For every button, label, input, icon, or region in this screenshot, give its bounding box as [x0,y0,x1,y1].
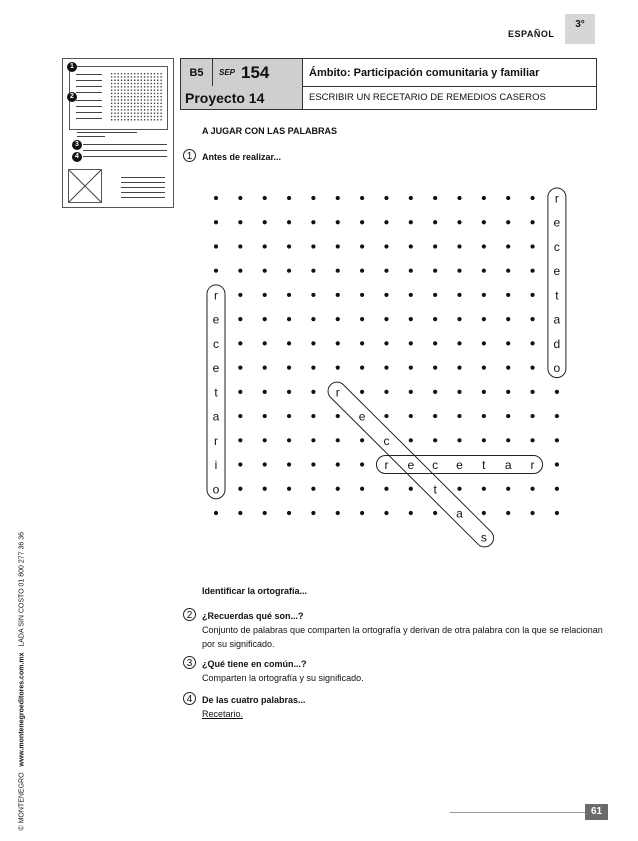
grid-dot [336,317,340,321]
grid-dot [457,244,461,248]
grid-dot [311,414,315,418]
puzzle-letter: e [456,458,463,473]
sep-label: SEP [219,68,236,77]
grid-dot [238,317,242,321]
grid-dot [530,438,534,442]
puzzle-letter: a [212,409,220,424]
grid-dot [238,341,242,345]
grid-dot [287,438,291,442]
puzzle-letter: t [482,458,486,473]
grid-dot [457,366,461,370]
grid-dot [482,220,486,224]
puzzle-letter: r [384,458,389,473]
grid-dot [238,366,242,370]
grid-dot [311,462,315,466]
puzzle-letter: i [214,458,218,473]
grid-dot [506,438,510,442]
grid-dot [263,269,267,273]
grid-dot [457,487,461,491]
block-label: B5 [181,59,213,86]
grid-dot [263,462,267,466]
grid-dot [409,341,413,345]
grid-dot [555,414,559,418]
grid-dot [482,341,486,345]
grid-dot [409,438,413,442]
grid-dot [457,341,461,345]
grid-dot [263,511,267,515]
grid-dot [506,196,510,200]
grid-dot [214,244,218,248]
grid-dot [506,511,510,515]
grid-dot [287,462,291,466]
grid-dot [336,366,340,370]
grid-dot [287,487,291,491]
grid-dot [238,462,242,466]
grid-dot [360,196,364,200]
grid-dot [482,269,486,273]
puzzle-letter: e [407,458,415,473]
grid-dot [238,269,242,273]
grid-dot [530,317,534,321]
grid-dot [409,414,413,418]
puzzle-letter: c [383,433,390,448]
grid-dot [457,414,461,418]
grid-dot [482,196,486,200]
grid-dot [555,438,559,442]
puzzle-letter: a [456,506,463,521]
grid-dot [506,317,510,321]
grid-dot [311,511,315,515]
grid-dot [311,196,315,200]
grid-dot [506,341,510,345]
grid-dot [482,293,486,297]
grid-dot [238,390,242,394]
identify-heading: Identificar la ortografía... [202,586,308,596]
grid-dot [482,244,486,248]
grid-dot [433,414,437,418]
grid-dot [263,438,267,442]
grid-dot [384,220,388,224]
grid-dot [409,390,413,394]
grid-dot [311,269,315,273]
grid-dot [482,487,486,491]
grid-dot [555,511,559,515]
thumbnail-marker-3: 3 [72,140,82,150]
puzzle-letter: o [212,482,220,497]
grid-dot [263,341,267,345]
grid-dot [433,317,437,321]
puzzle-letter: r [335,385,340,400]
ambito-label: Ámbito: Participación comunitaria y familiar [309,66,540,79]
grid-dot [360,390,364,394]
grid-dot [311,244,315,248]
grid-dot [336,414,340,418]
grid-dot [360,293,364,297]
grid-dot [409,220,413,224]
puzzle-letter: a [553,312,561,327]
grid-dot [287,511,291,515]
puzzle-letter: c [213,336,219,351]
question-number: 4 [183,692,196,705]
grid-dot [263,487,267,491]
grid-dot [433,511,437,515]
grid-dot [457,438,461,442]
grid-dot [506,366,510,370]
section-title: A JUGAR CON LAS PALABRAS [202,126,338,136]
grid-dot [506,244,510,248]
puzzle-letter: d [553,336,561,351]
grid-dot [336,269,340,273]
grid-dot [311,293,315,297]
question-number: 3 [183,656,196,669]
grid-dot [530,511,534,515]
grid-dot [336,244,340,248]
grid-dot [238,511,242,515]
footer-rule [450,812,585,813]
puzzle-letter: o [553,361,561,376]
grid-dot [506,269,510,273]
question-answer: Comparten la ortografía y su significado. [202,673,364,683]
grid-dot [530,293,534,297]
grid-dot [238,244,242,248]
grid-dot [336,462,340,466]
grid-dot [360,317,364,321]
grid-dot [433,390,437,394]
question-number: 1 [183,149,196,162]
grid-dot [384,341,388,345]
puzzle-letter: e [553,264,561,279]
grid-dot [336,487,340,491]
thumbnail-marker-4: 4 [72,152,82,162]
grid-dot [384,487,388,491]
thumbnail-marker-2: 2 [67,92,77,102]
grid-dot [482,317,486,321]
question-title: ¿Recuerdas qué son...? [202,611,304,621]
question-title: ¿Qué tiene en común...? [202,659,307,669]
grid-dot [409,511,413,515]
grid-dot [263,220,267,224]
grid-dot [457,390,461,394]
grid-dot [311,366,315,370]
grid-dot [336,511,340,515]
grid-dot [311,341,315,345]
subject-label: ESPAÑOL [508,29,555,39]
grid-dot [360,341,364,345]
grid-dot [433,366,437,370]
grid-dot [506,293,510,297]
grid-dot [311,487,315,491]
puzzle-letter: e [212,361,220,376]
grid-dot [433,220,437,224]
puzzle-letter: r [214,288,218,303]
grid-dot [482,366,486,370]
grid-dot [409,269,413,273]
question-number: 2 [183,608,196,621]
grid-dot [482,438,486,442]
grid-dot [482,414,486,418]
grid-dot [360,438,364,442]
question-title: Antes de realizar... [202,152,282,162]
grid-dot [433,196,437,200]
grid-dot [238,293,242,297]
grid-dot [287,196,291,200]
grid-dot [530,366,534,370]
grid-dot [238,220,242,224]
grid-dot [360,366,364,370]
grid-dot [238,196,242,200]
question-answer: Conjunto de palabras que comparten la ortografía y derivan de otra palabra con la que se relacionan por su significado. [202,625,603,649]
project-label: Proyecto 14 [181,86,303,109]
puzzle-letter: r [214,433,218,448]
grid-dot [555,390,559,394]
grid-dot [287,414,291,418]
grid-dot [409,293,413,297]
grid-dot [482,511,486,515]
grid-dot [409,317,413,321]
puzzle-letter: r [530,458,535,473]
grid-dot [530,487,534,491]
project-description: ESCRIBIR UN RECETARIO DE REMEDIOS CASEROS [309,92,546,103]
grid-dot [287,244,291,248]
grid-dot [384,244,388,248]
website-text: www.montenegroeditores.com.mx [18,652,26,767]
grid-dot [530,390,534,394]
grid-dot [287,341,291,345]
grid-dot [263,293,267,297]
grid-dot [287,366,291,370]
grid-dot [238,414,242,418]
grid-dot [360,511,364,515]
grid-dot [287,293,291,297]
grid-dot [360,269,364,273]
grid-dot [238,438,242,442]
copyright-text: © MONTENEGRO [18,772,26,831]
grid-dot [336,220,340,224]
grid-dot [360,462,364,466]
grid-dot [311,220,315,224]
grid-dot [360,487,364,491]
grid-dot [506,487,510,491]
puzzle-letter: e [212,312,220,327]
page-number: 61 [585,804,608,820]
grid-dot [214,196,218,200]
grid-dot [409,244,413,248]
puzzle-letter: e [553,215,561,230]
grid-dot [555,462,559,466]
grid-dot [433,341,437,345]
grid-dot [263,244,267,248]
grid-dot [263,390,267,394]
grid-dot [263,317,267,321]
grid-dot [506,220,510,224]
grid-dot [457,220,461,224]
grid-dot [263,366,267,370]
grid-dot [409,366,413,370]
grid-dot [506,390,510,394]
grid-dot [360,244,364,248]
grid-dot [457,269,461,273]
puzzle-letter: c [432,458,439,473]
grid-dot [384,317,388,321]
thumbnail-marker-1: 1 [67,62,77,72]
grid-dot [409,196,413,200]
puzzle-letter: t [214,385,218,400]
grid-dot [263,196,267,200]
grid-dot [433,293,437,297]
grid-dot [457,317,461,321]
puzzle-letter: c [553,239,560,254]
grid-dot [409,487,413,491]
grid-dot [214,269,218,273]
grid-dot [384,366,388,370]
grid-dot [214,511,218,515]
grid-dot [336,293,340,297]
grid-dot [482,390,486,394]
grid-dot [433,269,437,273]
question-title: De las cuatro palabras... [202,695,306,705]
puzzle-letter: e [358,409,366,424]
phone-text: LADA SIN COSTO 01 800 277 36 36 [18,531,26,647]
grid-dot [263,414,267,418]
grid-dot [530,341,534,345]
grid-dot [311,390,315,394]
grid-dot [530,414,534,418]
grade-label: 3° [575,19,585,30]
grid-dot [384,196,388,200]
grid-dot [311,438,315,442]
grid-dot [530,196,534,200]
grid-dot [433,244,437,248]
grid-dot [384,511,388,515]
puzzle-letter: t [555,288,559,303]
grid-dot [336,438,340,442]
grid-dot [457,293,461,297]
question-answer: Recetario. [202,709,244,719]
grid-dot [384,390,388,394]
grid-dot [384,414,388,418]
puzzle-letter: t [433,482,437,497]
grid-dot [336,341,340,345]
grid-dot [530,220,534,224]
grid-dot [238,487,242,491]
grid-dot [530,269,534,273]
grid-dot [530,244,534,248]
puzzle-letter: s [480,530,487,545]
grid-dot [214,220,218,224]
puzzle-letter: a [504,458,512,473]
grid-dot [287,390,291,394]
grid-dot [336,196,340,200]
grid-dot [555,487,559,491]
grid-dot [287,220,291,224]
puzzle-letter: r [554,191,559,206]
grid-dot [287,317,291,321]
sep-page: 154 [241,62,270,82]
grid-dot [457,196,461,200]
grid-dot [433,438,437,442]
grid-dot [311,317,315,321]
grid-dot [384,293,388,297]
grid-dot [287,269,291,273]
grid-dot [506,414,510,418]
grid-dot [360,220,364,224]
grid-dot [384,269,388,273]
